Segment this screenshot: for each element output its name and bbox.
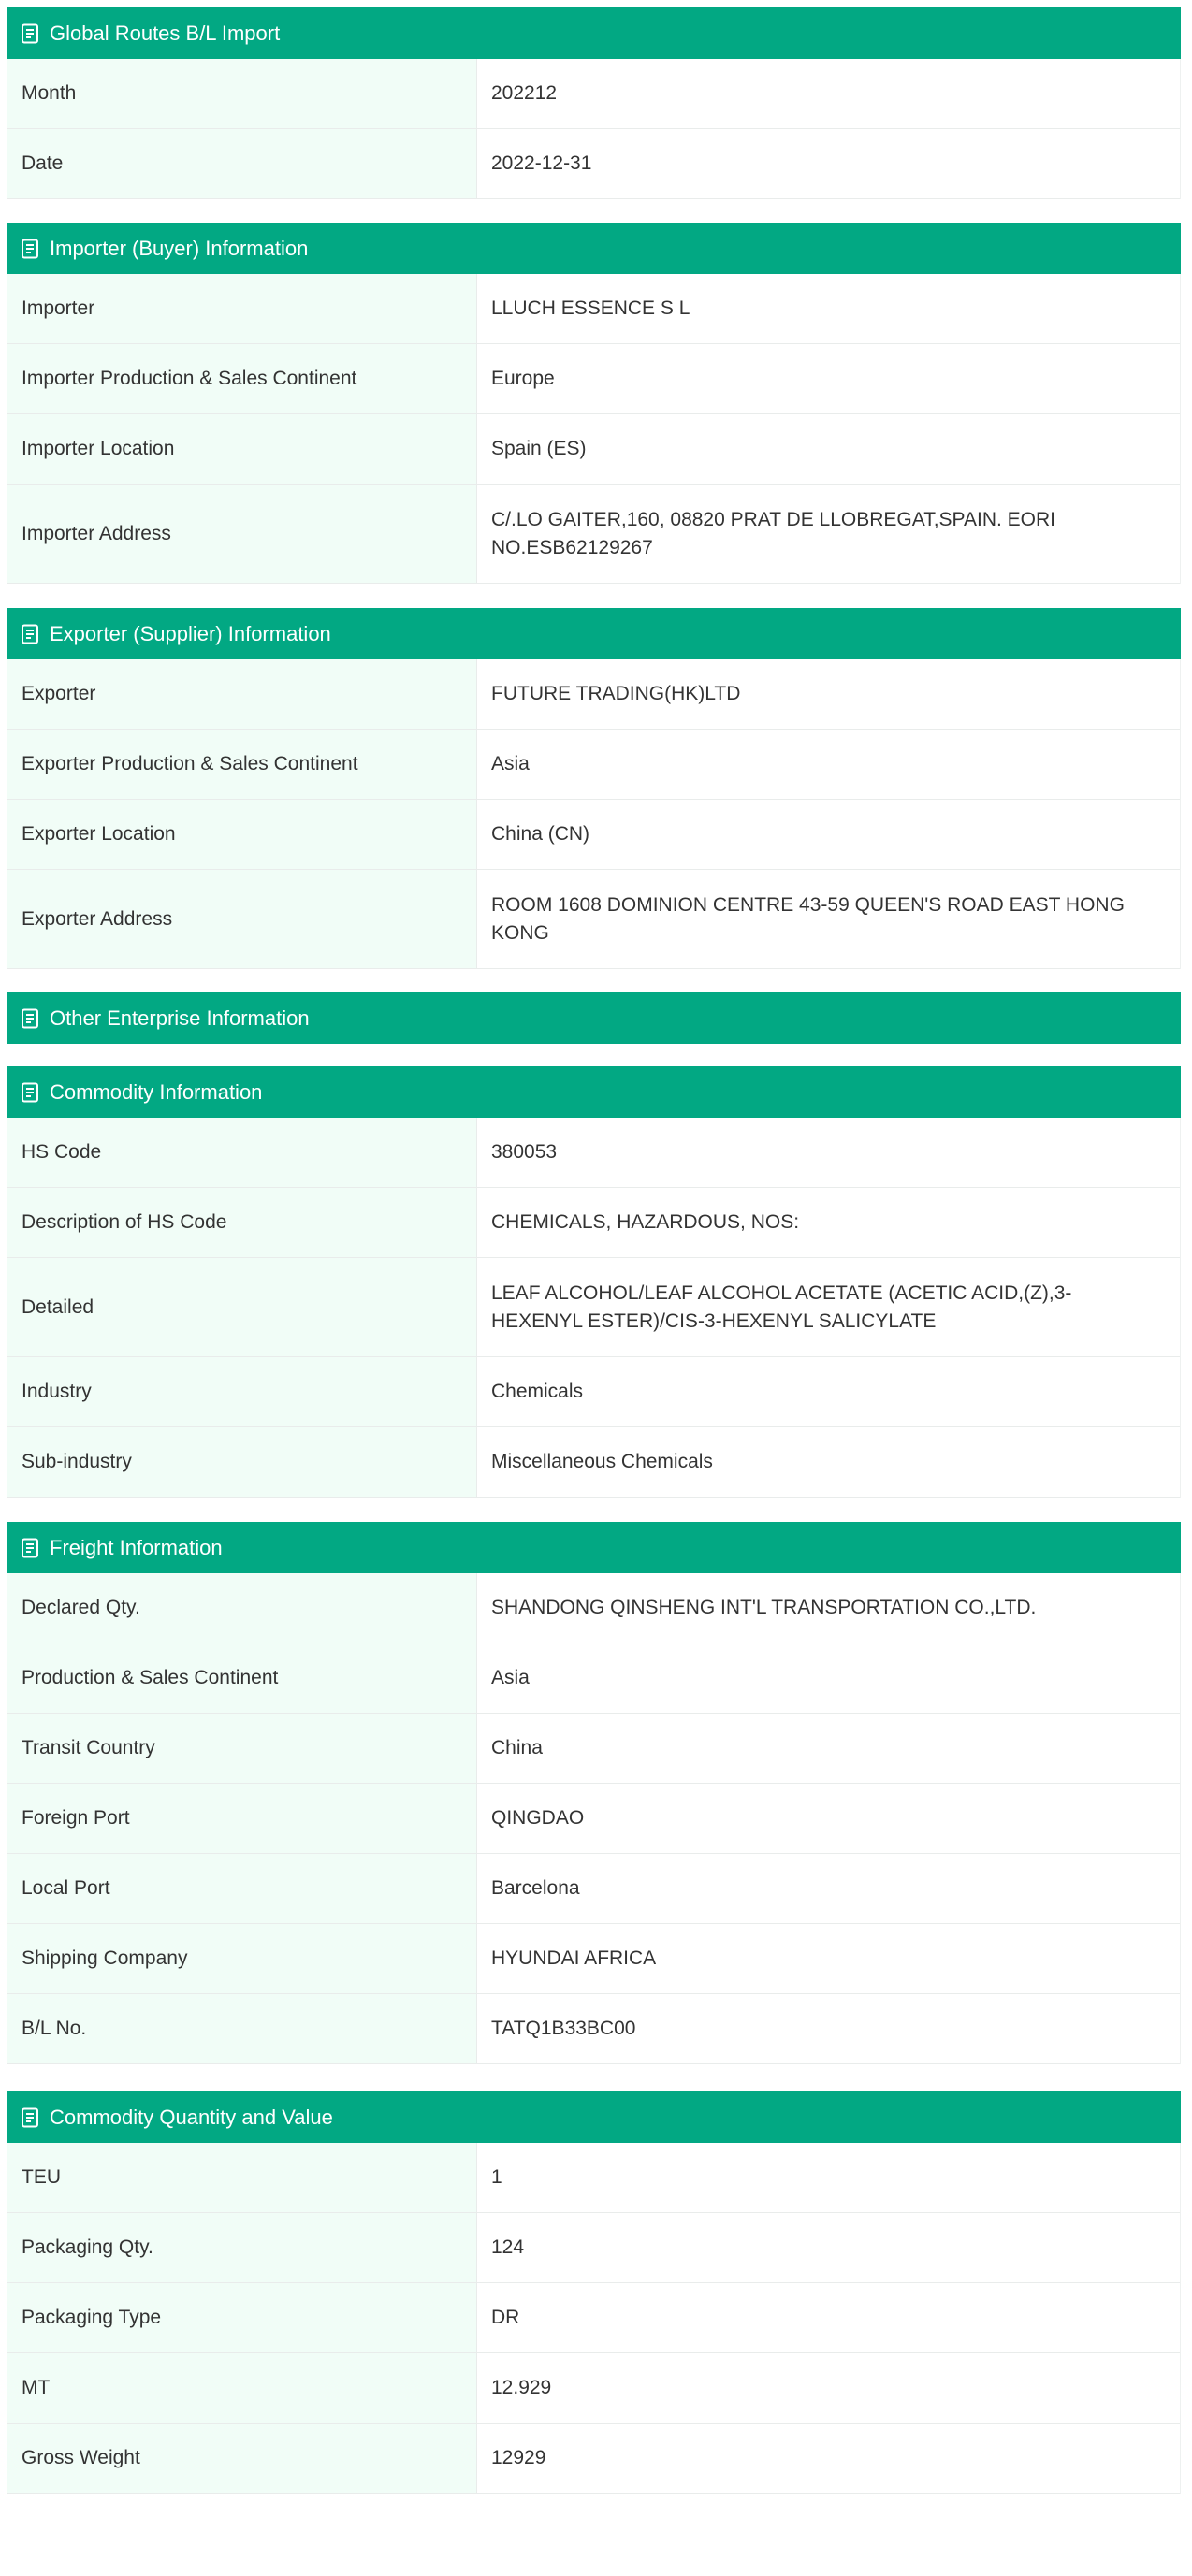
row-label: Gross Weight bbox=[7, 2424, 477, 2493]
table-row bbox=[7, 129, 1180, 199]
table-row bbox=[7, 800, 1180, 870]
document-list-icon bbox=[20, 1081, 40, 1104]
section-title: Commodity Quantity and Value bbox=[50, 2105, 333, 2129]
row-value: QINGDAO bbox=[477, 1784, 1180, 1853]
row-value: 12929 bbox=[477, 2424, 1180, 2493]
row-value: Chemicals bbox=[477, 1357, 1180, 1426]
table-row bbox=[7, 730, 1180, 800]
table-row bbox=[7, 2283, 1180, 2353]
document-list-icon bbox=[20, 1537, 40, 1559]
table-row bbox=[7, 1784, 1180, 1854]
row-value: LLUCH ESSENCE S L bbox=[477, 274, 1180, 343]
row-value: CHEMICALS, HAZARDOUS, NOS: bbox=[477, 1188, 1180, 1257]
row-value: 202212 bbox=[477, 59, 1180, 128]
row-label: Production & Sales Continent bbox=[7, 1643, 477, 1713]
table-row bbox=[7, 1994, 1180, 2064]
section-header bbox=[7, 223, 1181, 274]
section-header bbox=[7, 7, 1181, 59]
section-freight bbox=[7, 1522, 1181, 2064]
table-row bbox=[7, 2424, 1180, 2494]
row-value: 380053 bbox=[477, 1118, 1180, 1187]
row-label: Transit Country bbox=[7, 1714, 477, 1783]
table-row bbox=[7, 1854, 1180, 1924]
section-importer bbox=[7, 223, 1181, 584]
document-list-icon bbox=[20, 623, 40, 645]
row-value: TATQ1B33BC00 bbox=[477, 1994, 1180, 2063]
document-list-icon bbox=[20, 1007, 40, 1030]
row-label: Packaging Type bbox=[7, 2283, 477, 2352]
section-header bbox=[7, 2091, 1181, 2143]
section-other-enterprise bbox=[7, 992, 1181, 1044]
table-row bbox=[7, 2213, 1180, 2283]
table-row bbox=[7, 1258, 1180, 1357]
row-label: TEU bbox=[7, 2143, 477, 2212]
row-value: DR bbox=[477, 2283, 1180, 2352]
row-label: Industry bbox=[7, 1357, 477, 1426]
section-global-routes bbox=[7, 7, 1181, 199]
section-header bbox=[7, 1066, 1181, 1118]
row-label: Shipping Company bbox=[7, 1924, 477, 1993]
row-label: HS Code bbox=[7, 1118, 477, 1187]
row-value: FUTURE TRADING(HK)LTD bbox=[477, 659, 1180, 729]
row-value: China (CN) bbox=[477, 800, 1180, 869]
row-label: Detailed bbox=[7, 1258, 477, 1356]
row-value: Europe bbox=[477, 344, 1180, 413]
row-value: 12.929 bbox=[477, 2353, 1180, 2423]
table-row bbox=[7, 1924, 1180, 1994]
row-value: ROOM 1608 DOMINION CENTRE 43-59 QUEEN'S ROAD EAST HONG KONG bbox=[477, 870, 1180, 968]
table-row bbox=[7, 2143, 1180, 2213]
row-label: Importer bbox=[7, 274, 477, 343]
row-label: Exporter bbox=[7, 659, 477, 729]
section-title: Other Enterprise Information bbox=[50, 1006, 310, 1030]
section-title: Importer (Buyer) Information bbox=[50, 236, 309, 260]
table-row bbox=[7, 870, 1180, 969]
row-label: Importer Production & Sales Continent bbox=[7, 344, 477, 413]
section-quantity-value bbox=[7, 2091, 1181, 2494]
row-value: LEAF ALCOHOL/LEAF ALCOHOL ACETATE (ACETIC ACID,(Z),3-HEXENYL ESTER)/CIS-3-HEXENYL SALICYLATE bbox=[477, 1258, 1180, 1356]
row-value: 1 bbox=[477, 2143, 1180, 2212]
section-exporter bbox=[7, 608, 1181, 969]
table-row bbox=[7, 2353, 1180, 2424]
document-list-icon bbox=[20, 238, 40, 260]
table-row bbox=[7, 1573, 1180, 1643]
row-value: Miscellaneous Chemicals bbox=[477, 1427, 1180, 1497]
row-value: Asia bbox=[477, 1643, 1180, 1713]
table-row bbox=[7, 59, 1180, 129]
document-list-icon bbox=[20, 2106, 40, 2129]
row-value: Barcelona bbox=[477, 1854, 1180, 1923]
table-row bbox=[7, 485, 1180, 584]
row-label: Importer Address bbox=[7, 485, 477, 583]
row-value: SHANDONG QINSHENG INT'L TRANSPORTATION CO.,LTD. bbox=[477, 1573, 1180, 1643]
row-label: Month bbox=[7, 59, 477, 128]
section-title: Exporter (Supplier) Information bbox=[50, 621, 331, 645]
table-row bbox=[7, 274, 1180, 344]
table-row bbox=[7, 1714, 1180, 1784]
row-label: Exporter Location bbox=[7, 800, 477, 869]
table-row bbox=[7, 1427, 1180, 1498]
section-header bbox=[7, 1522, 1181, 1573]
row-value: HYUNDAI AFRICA bbox=[477, 1924, 1180, 1993]
row-label: Date bbox=[7, 129, 477, 198]
row-label: Importer Location bbox=[7, 414, 477, 484]
section-header bbox=[7, 992, 1181, 1044]
row-label: Sub-industry bbox=[7, 1427, 477, 1497]
row-label: Description of HS Code bbox=[7, 1188, 477, 1257]
section-header bbox=[7, 608, 1181, 659]
table-row bbox=[7, 344, 1180, 414]
row-label: Exporter Address bbox=[7, 870, 477, 968]
section-title: Commodity Information bbox=[50, 1079, 263, 1104]
row-label: Packaging Qty. bbox=[7, 2213, 477, 2282]
table-row bbox=[7, 659, 1180, 730]
section-commodity bbox=[7, 1066, 1181, 1498]
document-list-icon bbox=[20, 22, 40, 45]
row-value: China bbox=[477, 1714, 1180, 1783]
table-row bbox=[7, 414, 1180, 485]
table-row bbox=[7, 1643, 1180, 1714]
row-value: 124 bbox=[477, 2213, 1180, 2282]
row-value: Spain (ES) bbox=[477, 414, 1180, 484]
table-row bbox=[7, 1188, 1180, 1258]
section-title: Global Routes B/L Import bbox=[50, 21, 281, 45]
section-title: Freight Information bbox=[50, 1535, 223, 1559]
table-row bbox=[7, 1118, 1180, 1188]
row-value: 2022-12-31 bbox=[477, 129, 1180, 198]
row-label: MT bbox=[7, 2353, 477, 2423]
table-row bbox=[7, 1357, 1180, 1427]
row-label: Exporter Production & Sales Continent bbox=[7, 730, 477, 799]
row-value: C/.LO GAITER,160, 08820 PRAT DE LLOBREGAT,SPAIN. EORI NO.ESB62129267 bbox=[477, 485, 1180, 583]
row-label: B/L No. bbox=[7, 1994, 477, 2063]
row-label: Declared Qty. bbox=[7, 1573, 477, 1643]
row-label: Foreign Port bbox=[7, 1784, 477, 1853]
row-label: Local Port bbox=[7, 1854, 477, 1923]
row-value: Asia bbox=[477, 730, 1180, 799]
